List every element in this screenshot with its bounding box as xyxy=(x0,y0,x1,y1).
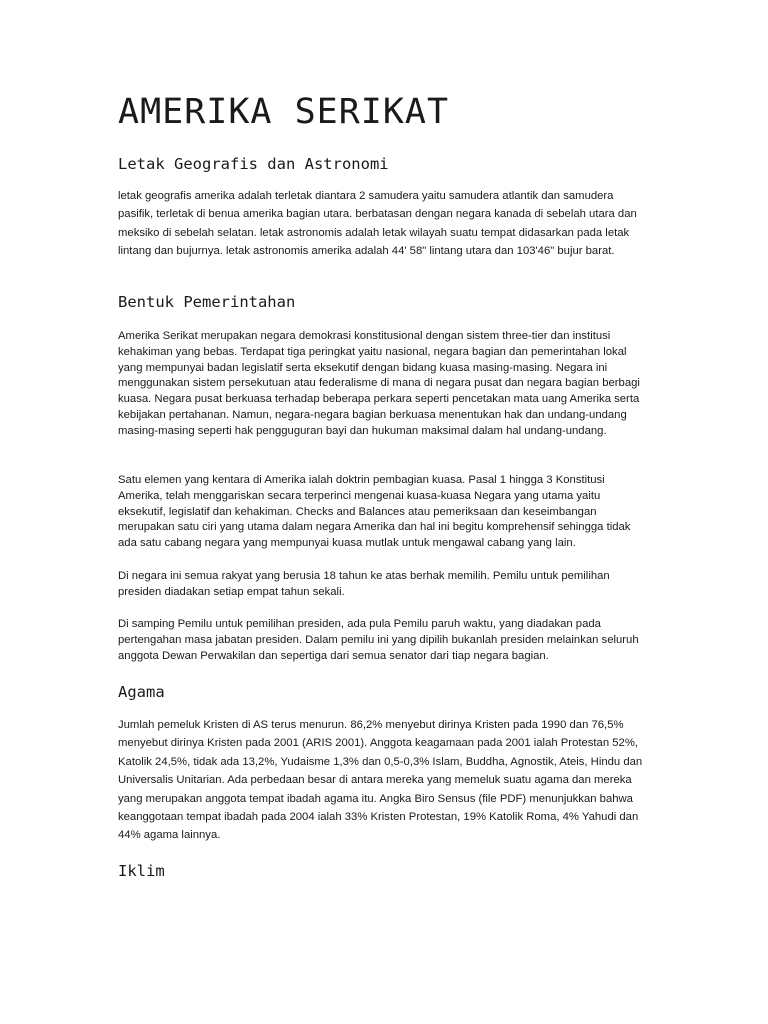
document-title: AMERIKA SERIKAT xyxy=(118,92,450,132)
section-heading-agama: Agama xyxy=(118,683,165,701)
paragraph-pemerintahan-1: Amerika Serikat merupakan negara demokrasi konstitusional dengan sistem three-tier dan institusi kehakiman yang bebas. Terdapat tiga peringkat yaitu nasional, negara bagian dan pemerintahan lokal yang mempunyai badan legislatif serta eksekutif dengan bidang kuasa masing-masing. Negara ini menggunakan sistem persekutuan atau federalisme di mana di negara pusat dan negara bagian berbagi kuasa. Negara pusat berkuasa terhadap beberapa perkara seperti pencetakan mata uang Amerika serta kebijakan pertahanan. Namun, negara-negara bagian berkuasa menentukan hak dan undang-undang masing-masing seperti hak pengguguran bayi dan hukuman maksimal dalam hal undang-undang. xyxy=(118,330,640,437)
paragraph-pemerintahan-4: Di samping Pemilu untuk pemilihan presiden, ada pula Pemilu paruh waktu, yang diadakan pada pertengahan masa jabatan presiden. Dalam pemilu ini yang dipilih bukanlah presiden melainkan seluruh anggota Dewan Perwakilan dan sepertiga dari semua senator dari tiap negara bagian. xyxy=(118,618,639,662)
section-heading-pemerintahan: Bentuk Pemerintahan xyxy=(118,293,296,311)
paragraph-agama: Jumlah pemeluk Kristen di AS terus menurun. 86,2% menyebut dirinya Kristen pada 1990 dan 76,5% menyebut dirinya Kristen pada 2001 (ARIS 2001). Anggota keagamaan pada 2001 ialah Protestan 52%, Katolik 24,5%, tidak ada 13,2%, Yudaisme 1,3% dan 0,5-0,3% Islam, Buddha, Agnostik, Ateis, Hindu dan Universalis Unitarian. Ada perbedaan besar di antara mereka yang memeluk suatu agama dan mereka yang merupakan anggota tempat ibadah agama itu. Angka Biro Sensus (file PDF) menunjukkan bahwa keanggotaan tempat ibadah pada 2004 ialah 33% Kristen Protestan, 19% Katolik Roma, 4% Yahudi dan 44% agama lainnya. xyxy=(118,719,643,842)
paragraph-pemerintahan-3: Di negara ini semua rakyat yang berusia 18 tahun ke atas berhak memilih. Pemilu untuk pemilihan presiden diadakan setiap empat tahun sekali. xyxy=(118,570,610,598)
section-heading-iklim: Iklim xyxy=(118,862,165,880)
section-heading-geografis: Letak Geografis dan Astronomi xyxy=(118,155,389,173)
paragraph-pemerintahan-2: Satu elemen yang kentara di Amerika ialah doktrin pembagian kuasa. Pasal 1 hingga 3 Konstitusi Amerika, telah menggariskan secara terperinci mengenai kuasa-kuasa Negara yang utama yaitu eksekutif, legislatif dan kehakiman. Checks and Balances atau pemeriksaan dan keseimbangan merupakan satu ciri yang utama dalam negara Amerika dan hal ini begitu komprehensif sehingga tidak ada satu cabang negara yang mempunyai kuasa mutlak untuk mengawal cabang yang lain. xyxy=(118,474,631,550)
paragraph-geografis: letak geografis amerika adalah terletak diantara 2 samudera yaitu samudera atlantik dan samudera pasifik, terletak di benua amerika bagian utara. berbatasan dengan negara kanada di sebelah utara dan meksiko di sebelah selatan. letak astronomis adalah letak wilayah suatu tempat didasarkan pada letak lintang dan bujurnya. letak astronomis amerika adalah 44' 58" lintang utara dan 103'46" bujur barat. xyxy=(118,190,637,258)
